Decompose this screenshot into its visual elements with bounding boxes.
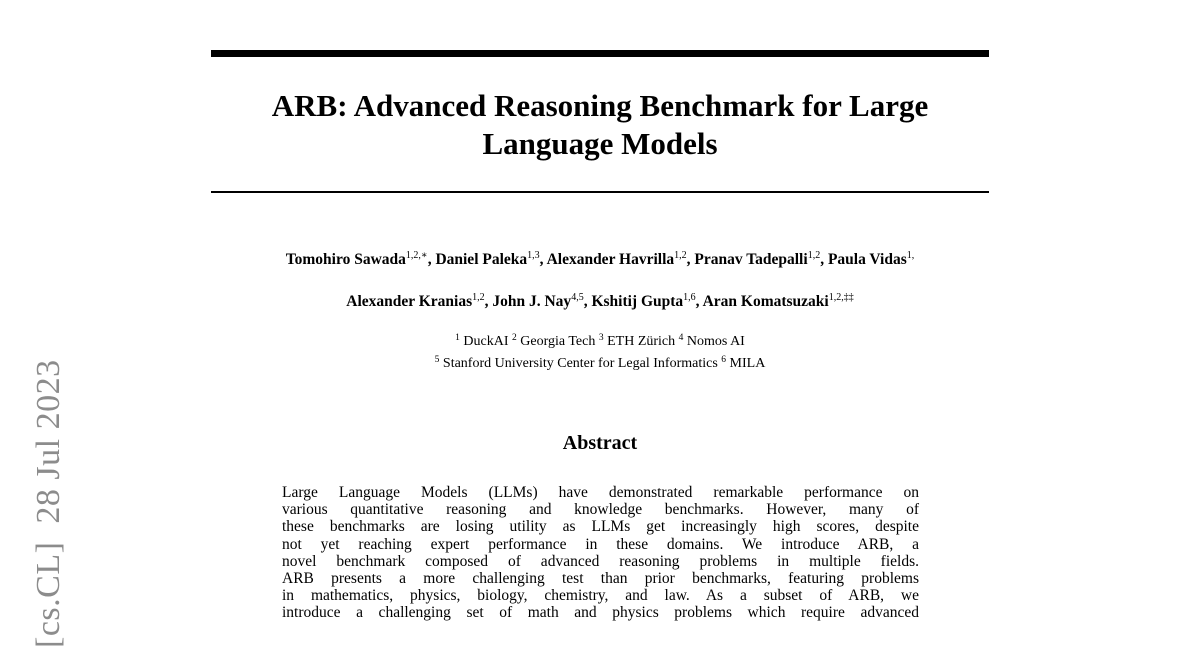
author [435, 251, 539, 268]
author-name: Pranav Tadepalli [694, 251, 808, 268]
author-affiliation-marker: 1,2 [674, 250, 687, 261]
affiliation-name: Georgia Tech [520, 334, 596, 349]
author-affiliation-marker: 4,5 [571, 292, 584, 303]
author-affiliation-marker: 1,2,∗ [405, 250, 428, 261]
author-line-1: Tomohiro Sawada$^{1,2,∗}$, Daniel Paleka$^{1,3}$, Alexander Havrilla$^{1,2}$, Pranav Tadepalli$^{1,2}$, Paula Vidas$^{1,}$ [285, 250, 915, 268]
abstract-line: ARB presents a more challenging test than prior benchmarks, featuring problems [282, 570, 919, 588]
affiliation-name: Nomos AI [686, 334, 745, 349]
author-name: Tomohiro Sawada [285, 251, 406, 268]
affiliation-name: Stanford University Center for Legal Informatics [442, 356, 718, 371]
author [828, 251, 914, 268]
abstract-line: not yet reaching expert performance in these domains. We introduce ARB, a [282, 535, 919, 553]
affiliation-name: DuckAI [463, 334, 509, 349]
abstract-line: novel benchmark composed of advanced reasoning problems in multiple fields. [282, 552, 919, 570]
author [694, 251, 820, 268]
author [591, 293, 695, 310]
abstract-heading: Abstract [562, 432, 638, 454]
title-bottom-rule [211, 191, 989, 193]
author-name: Kshitij Gupta [591, 293, 684, 310]
abstract-line: various quantitative reasoning and knowledge benchmarks. However, many of [282, 501, 919, 519]
author-name: Alexander Kranias [346, 293, 473, 310]
title-top-rule [211, 50, 989, 57]
affiliation-name: ETH Zürich [607, 334, 676, 349]
author-affiliation-marker: 1,6 [683, 292, 696, 303]
affiliation-number: 1 [455, 333, 460, 343]
arxiv-date: 28 Jul 2023 [30, 359, 67, 524]
author-name: Alexander Havrilla [546, 251, 675, 268]
abstract-body [282, 484, 919, 622]
affiliation-number: 4 [678, 333, 684, 343]
author [286, 251, 428, 268]
author-affiliation-marker: 1,2 [472, 292, 485, 303]
affiliation-number: 3 [598, 333, 604, 343]
author-name: Paula Vidas [827, 251, 907, 268]
paper-title [211, 87, 989, 163]
author-affiliation-marker: 1,2,‡‡ [828, 292, 854, 303]
author-name: Daniel Paleka [435, 251, 528, 268]
affiliation-number: 5 [434, 355, 440, 365]
author [492, 293, 583, 310]
author-name: Aran Komatsuzaki [702, 293, 829, 310]
affiliations-line-2 [211, 355, 989, 373]
author-affiliation-marker: 1, [906, 250, 915, 261]
author-name: John J. Nay [492, 293, 572, 310]
author [547, 251, 687, 268]
affiliation-number: 6 [721, 355, 727, 365]
abstract-line: in mathematics, physics, biology, chemistry, and law. As a subset of ARB, we [282, 587, 919, 605]
author-affiliation-marker: 1,2 [807, 250, 821, 261]
abstract-line: Large Language Models (LLMs) have demonstrated remarkable performance on [282, 484, 919, 501]
affiliations-line-1 [211, 333, 989, 351]
abstract-line: these benchmarks are losing utility as LLMs get increasingly high scores, despite [282, 518, 919, 536]
author-line-2: Alexander Kranias$^{1,2}$, John J. Nay$^{4,5}$, Kshitij Gupta$^{1,6}$, Aran Komatsuzaki$^{1,2,\ddagger\ddagger}$ [346, 292, 854, 310]
affiliation-number: 2 [512, 333, 517, 343]
affiliation-name: MILA [729, 356, 766, 371]
author [346, 293, 484, 310]
arxiv-stamp [31, 359, 67, 648]
arxiv-category: [cs.CL] [30, 541, 67, 648]
abstract-line: introduce a challenging set of math and physics problems which require advanced [282, 604, 919, 622]
author-affiliation-marker: 1,3 [527, 250, 540, 261]
paper-title-line-1: ARB: Advanced Reasoning Benchmark for Large [271, 88, 929, 123]
author [703, 293, 854, 310]
paper-title-line-2: Language Models [482, 126, 718, 161]
